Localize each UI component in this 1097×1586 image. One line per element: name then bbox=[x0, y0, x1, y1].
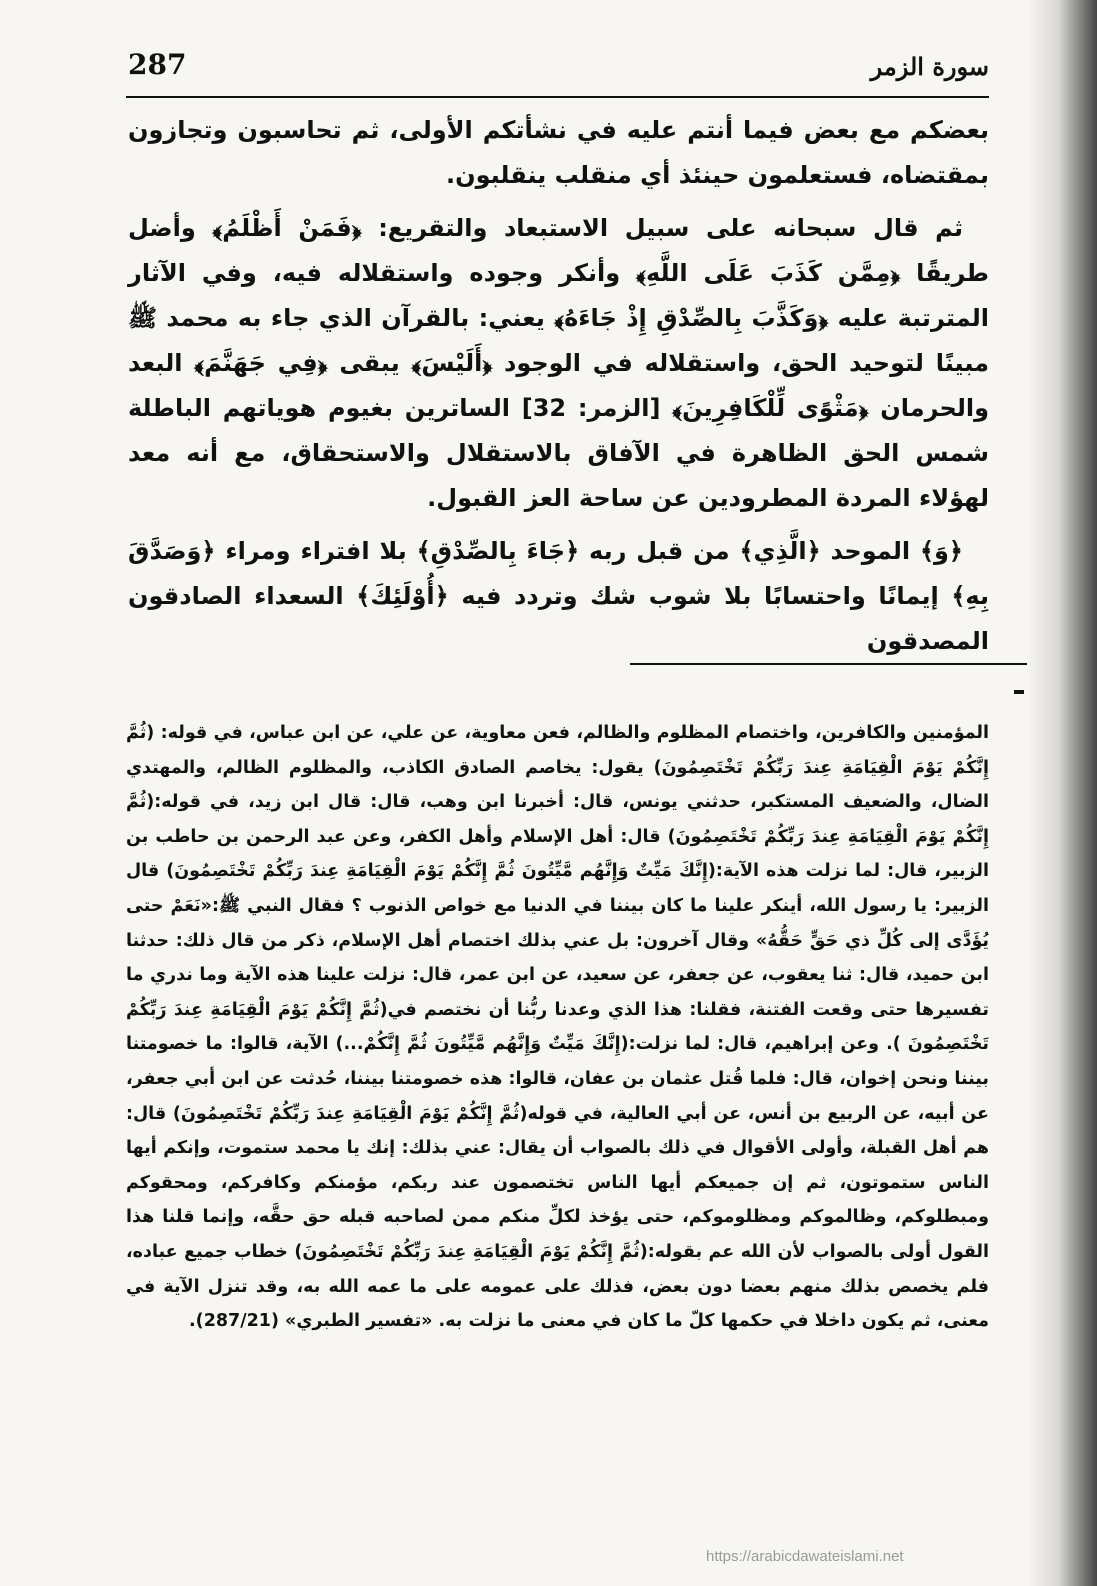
page-number: 287 bbox=[128, 48, 187, 81]
footnote-text: المؤمنين والكافرين، واختصام المظلوم والظالم، فعن معاوية، عن علي، عن ابن عباس، في قوله: (ثُمَّ إِنَّكُمْ يَوْمَ الْقِيَامَةِ عِندَ رَبِّكُمْ تَخْتَصِمُونَ) يقول: يخاصم الصادق الكاذب، والمظلوم الظالم، والمهتدي الضال، والضعيف المستكبر، حدثني يونس، قال: أخبرنا ابن وهب، قال: قال ابن زيد، في قوله:(ثُمَّ إِنَّكُمْ يَوْمَ الْقِيَامَةِ عِندَ رَبِّكُمْ تَخْتَصِمُونَ) قال: أهل الإسلام وأهل الكفر، وعن عبد الرحمن بن حاطب بن الزبير، قال: لما نزلت هذه الآية:(إِنَّكَ مَيِّتٌ وَإِنَّهُم مَّيِّتُونَ ثُمَّ إِنَّكُمْ يَوْمَ الْقِيَامَةِ عِندَ رَبِّكُمْ تَخْتَصِمُونَ) قال الزبير: يا رسول الله، أينكر علينا ما كان بيننا في الدنيا مع خواص الذنوب ؟ فقال النبي ﷺ:«نَعَمْ حتى يُؤَدَّى إلى كُلِّ ذي حَقٍّ حَقُّهُ» وقال آخرون: بل عني بذلك اختصام أهل الإسلام، ذكر من قال ذلك: حدثنا ابن حميد، قال: ثنا يعقوب، عن جعفر، عن سعيد، عن ابن عمر، قال: نزلت علينا هذه الآية وما ندري ما تفسيرها حتى وقعت الفتنة، فقلنا: هذا الذي وعدنا ربُّنا أن نختصم في(ثُمَّ إِنَّكُمْ يَوْمَ الْقِيَامَةِ عِندَ رَبِّكُمْ تَخْتَصِمُونَ ). وعن إبراهيم، قال: لما نزلت:(إِنَّكَ مَيِّتٌ وَإِنَّهُم مَّيِّتُونَ ثُمَّ إِنَّكُمْ...) الآية، قالوا: ما خصومتنا بيننا ونحن إخوان، قال: فلما قُتل عثمان بن عفان، قالوا: هذه خصومتنا بيننا، حُدثت عن ابن أبي جعفر، عن أبيه، عن الربيع بن أنس، عن أبي العالية، في قوله(ثُمَّ إِنَّكُمْ يَوْمَ الْقِيَامَةِ عِندَ رَبِّكُمْ تَخْتَصِمُونَ) قال: هم أهل القبلة، وأولى الأقوال في ذلك بالصواب أن يقال: عني بذلك: إنك يا محمد ستموت، وإنكم أيها الناس ستموتون، ثم إن جميعكم أيها الناس تختصمون عند ربكم، مؤمنكم وكافركم، ومحقوكم ومبطلوكم، وظالموكم ومظلوموكم، حتى يؤخذ لكلِّ منكم ممن لصاحبه قبله حق حقَّه، وإنما قلنا هذا القول أولى بالصواب لأن الله عم بقوله:(ثُمَّ إِنَّكُمْ يَوْمَ الْقِيَامَةِ عِندَ رَبِّكُمْ تَخْتَصِمُونَ) خطاب جميع عباده، فلم يخصص بذلك منهم بعضا دون بعض، فذلك على عمومه على ما عمه الله به، وقد تنزل الآية في معنى، ثم يكون داخلا في حكمها كلّ ما كان في معنى ما نزلت به. «تفسير الطبري» (287/21). bbox=[126, 723, 989, 1332]
footnote-marker bbox=[1014, 690, 1024, 694]
main-text bbox=[128, 108, 989, 672]
scanned-page-edge bbox=[1027, 0, 1097, 1586]
running-title: سورة الزمر bbox=[870, 52, 989, 81]
main-paragraph-3: ﴿وَ﴾ الموحد ﴿الَّذِي﴾ من قبل ربه ﴿جَاءَ بِالصِّدْقِ﴾ بلا افتراء ومراء ﴿وَصَدَّقَ بِهِ﴾ إيمانًا واحتسابًا بلا شوب شك وتردد فيه ﴿أُوْلَئِكَ﴾ السعداء الصادقون المصدقون bbox=[128, 537, 989, 655]
footnote bbox=[126, 716, 989, 1339]
main-paragraph-2: ثم قال سبحانه على سبيل الاستبعاد والتقريع: ﴿فَمَنْ أَظْلَمُ﴾ وأضل طريقًا ﴿مِمَّن كَذَبَ عَلَى اللَّهِ﴾ وأنكر وجوده واستقلاله فيه، وفي الآثار المترتبة عليه ﴿وَكَذَّبَ بِالصِّدْقِ إِذْ جَاءَهُ﴾ يعني: بالقرآن الذي جاء به محمد ﷺ مبينًا لتوحيد الحق، واستقلاله في الوجود ﴿أَلَيْسَ﴾ يبقى ﴿فِي جَهَنَّمَ﴾ البعد والحرمان ﴿مَثْوًى لِّلْكَافِرِينَ﴾ [الزمر: 32] الساترين بغيوم هوياتهم الباطلة شمس الحق الظاهرة في الآفاق بالاستقلال والاستحقاق، مع أنه معد لهؤلاء المردة المطرودين عن ساحة العز القبول. bbox=[128, 214, 989, 512]
main-paragraph-1: بعضكم مع بعض فيما أنتم عليه في نشأتكم الأولى، ثم تحاسبون وتجازون بمقتضاه، فستعلمون حينئذ أي منقلب ينقلبون. bbox=[128, 116, 989, 189]
watermark-url: https://arabicdawateislami.net bbox=[706, 1548, 904, 1565]
header-divider bbox=[126, 96, 989, 98]
footnote-divider bbox=[630, 663, 1027, 665]
